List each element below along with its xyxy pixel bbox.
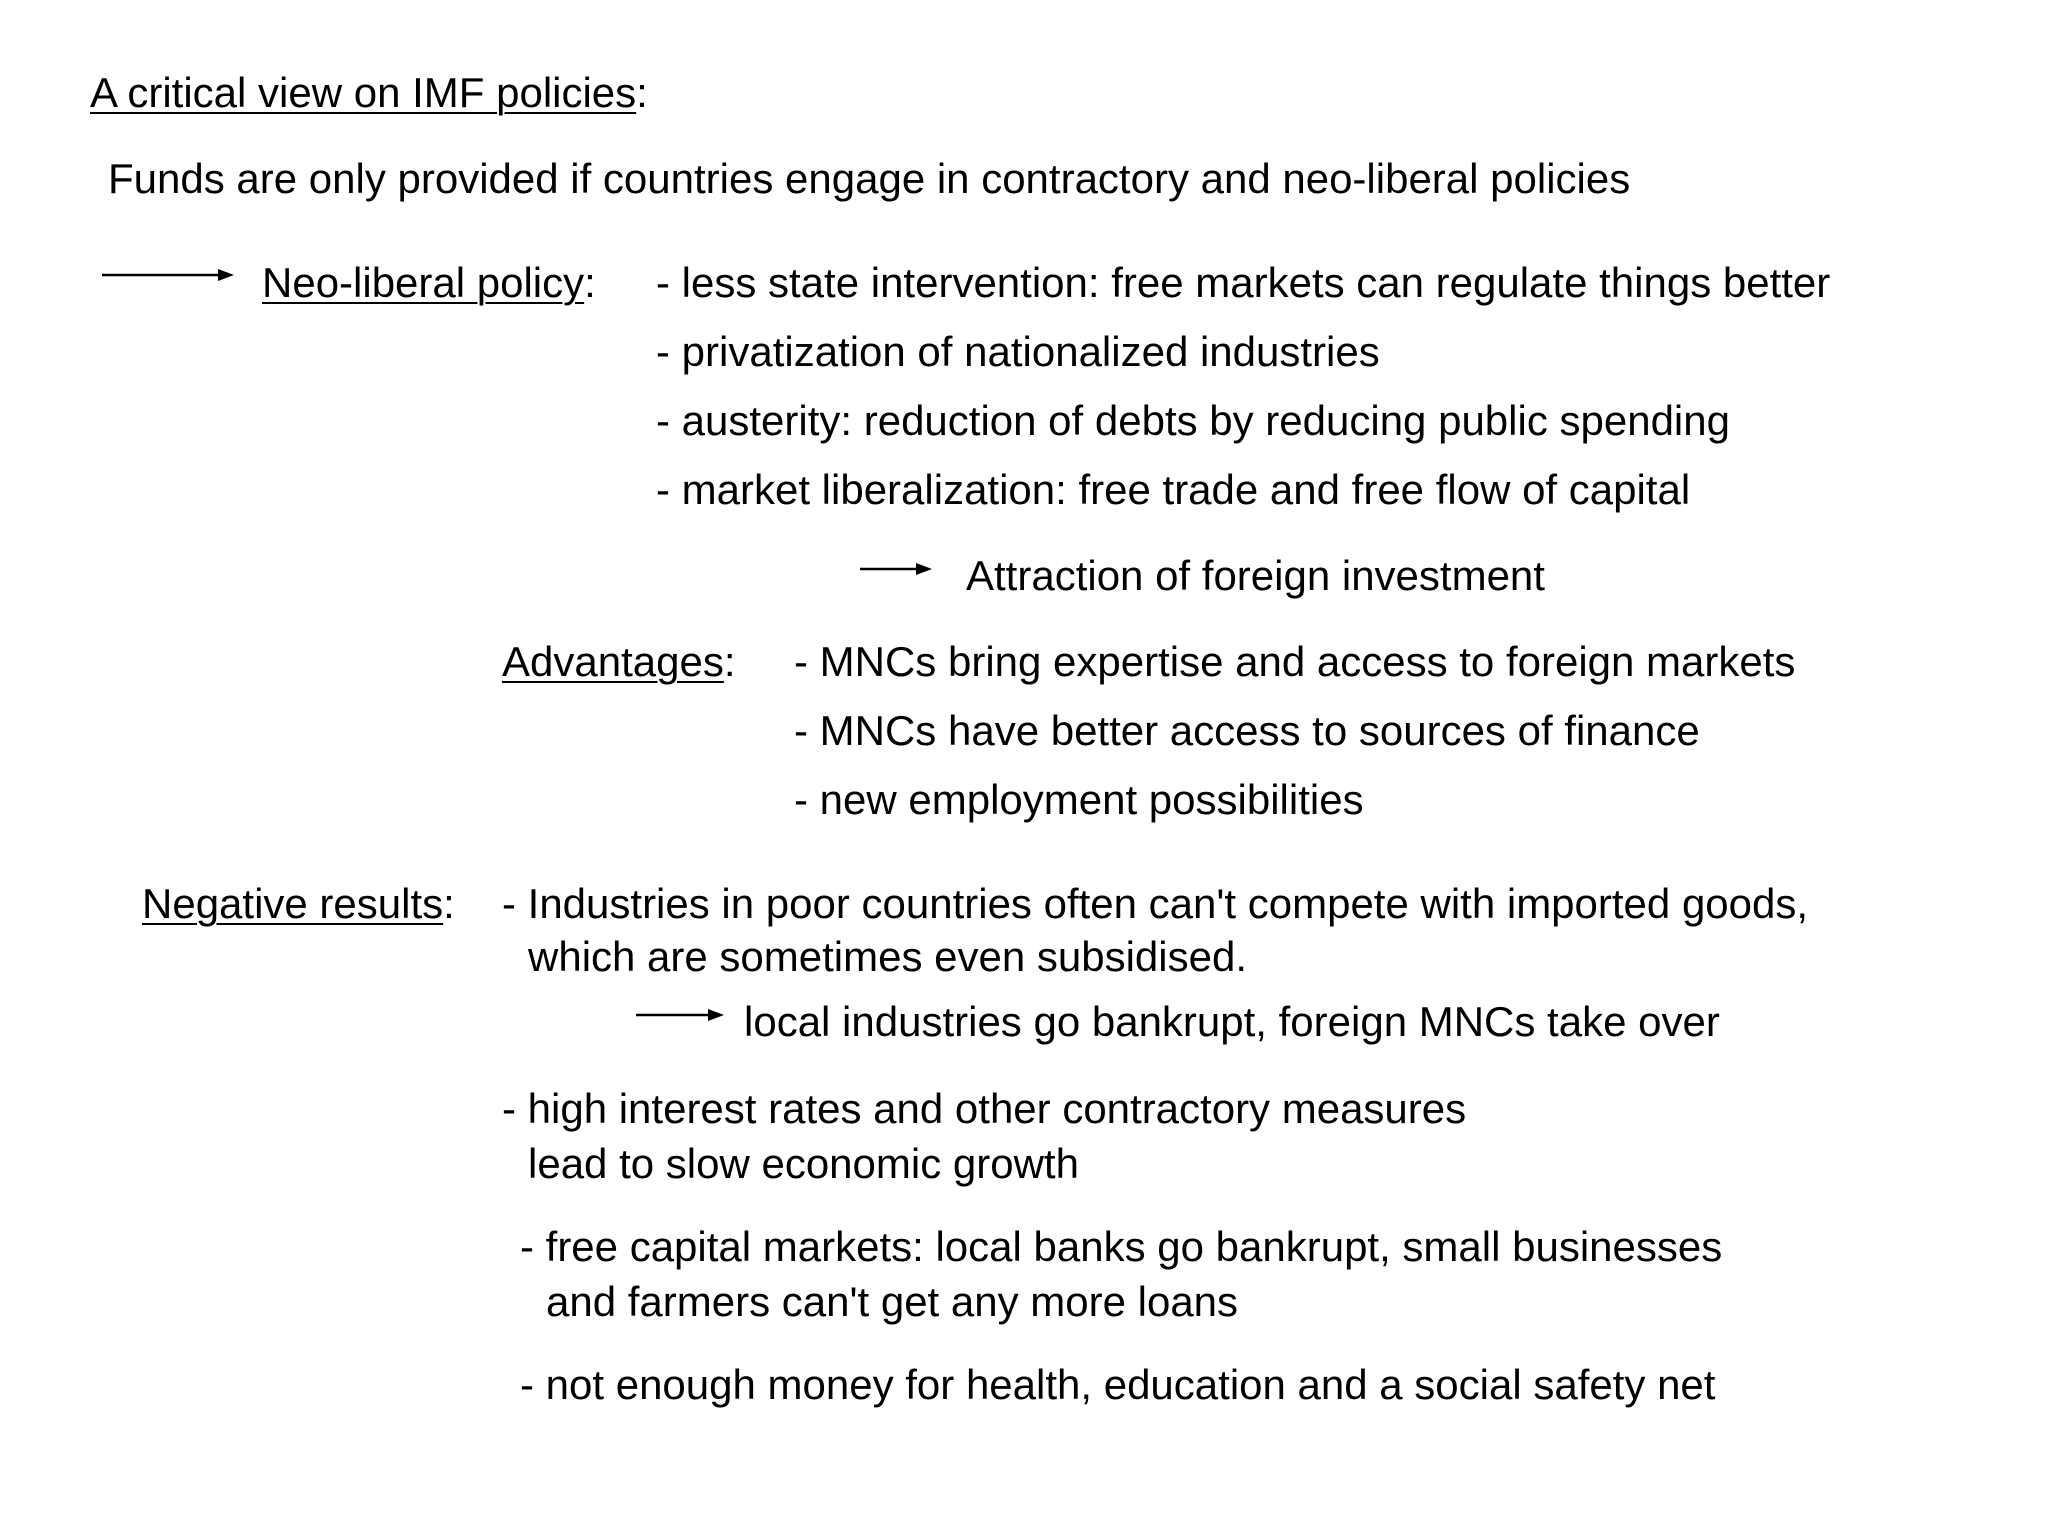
neoliberal-result: Attraction of foreign investment	[966, 552, 1545, 599]
advantages-item: - new employment possibilities	[794, 776, 1364, 823]
neoliberal-item: - market liberalization: free trade and free flow of capital	[656, 466, 1691, 513]
negative-item-3-line-2: and farmers can't get any more loans	[546, 1278, 1239, 1325]
negative-label-colon: :	[443, 880, 455, 927]
page-title-colon: :	[636, 69, 648, 116]
advantages-label-colon: :	[723, 638, 736, 685]
neoliberal-item: - austerity: reduction of debts by reducing public spending	[656, 397, 1730, 444]
negative-item-1-line-1: - Industries in poor countries often can't compete with imported goods,	[502, 880, 1809, 927]
page-title	[90, 69, 648, 116]
negative-item-2-line-2: lead to slow economic growth	[528, 1140, 1079, 1187]
neoliberal-label-colon: :	[584, 259, 596, 306]
neoliberal-item: - privatization of nationalized industries	[656, 328, 1380, 375]
advantages-item: - MNCs bring expertise and access to foreign markets	[794, 638, 1796, 685]
advantages-item: - MNCs have better access to sources of finance	[794, 707, 1700, 754]
right-arrow-icon	[860, 559, 932, 579]
negative-label-text: Negative results	[142, 880, 444, 927]
page-title-label: A critical view on IMF policies	[90, 69, 637, 116]
negative-item-4-line-1: - not enough money for health, education and a social safety net	[520, 1361, 1716, 1408]
intro-text: Funds are only provided if countries engage in contractory and neo-liberal policies	[108, 155, 1631, 202]
neoliberal-item: - less state intervention: free markets can regulate things better	[656, 259, 1831, 306]
advantages-label-text: Advantages	[502, 638, 724, 685]
neoliberal-label-text: Neo-liberal policy	[262, 259, 585, 306]
neoliberal-label	[262, 259, 596, 306]
negative-label	[142, 880, 455, 927]
negative-item-3-line-1: - free capital markets: local banks go bankrupt, small businesses	[520, 1223, 1723, 1270]
negative-item-1-result: local industries go bankrupt, foreign MNCs take over	[744, 998, 1720, 1045]
right-arrow-icon	[102, 265, 234, 285]
advantages-label	[502, 638, 736, 685]
negative-item-1-line-2: which are sometimes even subsidised.	[528, 933, 1248, 980]
right-arrow-icon	[636, 1005, 724, 1025]
negative-item-2-line-1: - high interest rates and other contractory measures	[502, 1085, 1467, 1132]
